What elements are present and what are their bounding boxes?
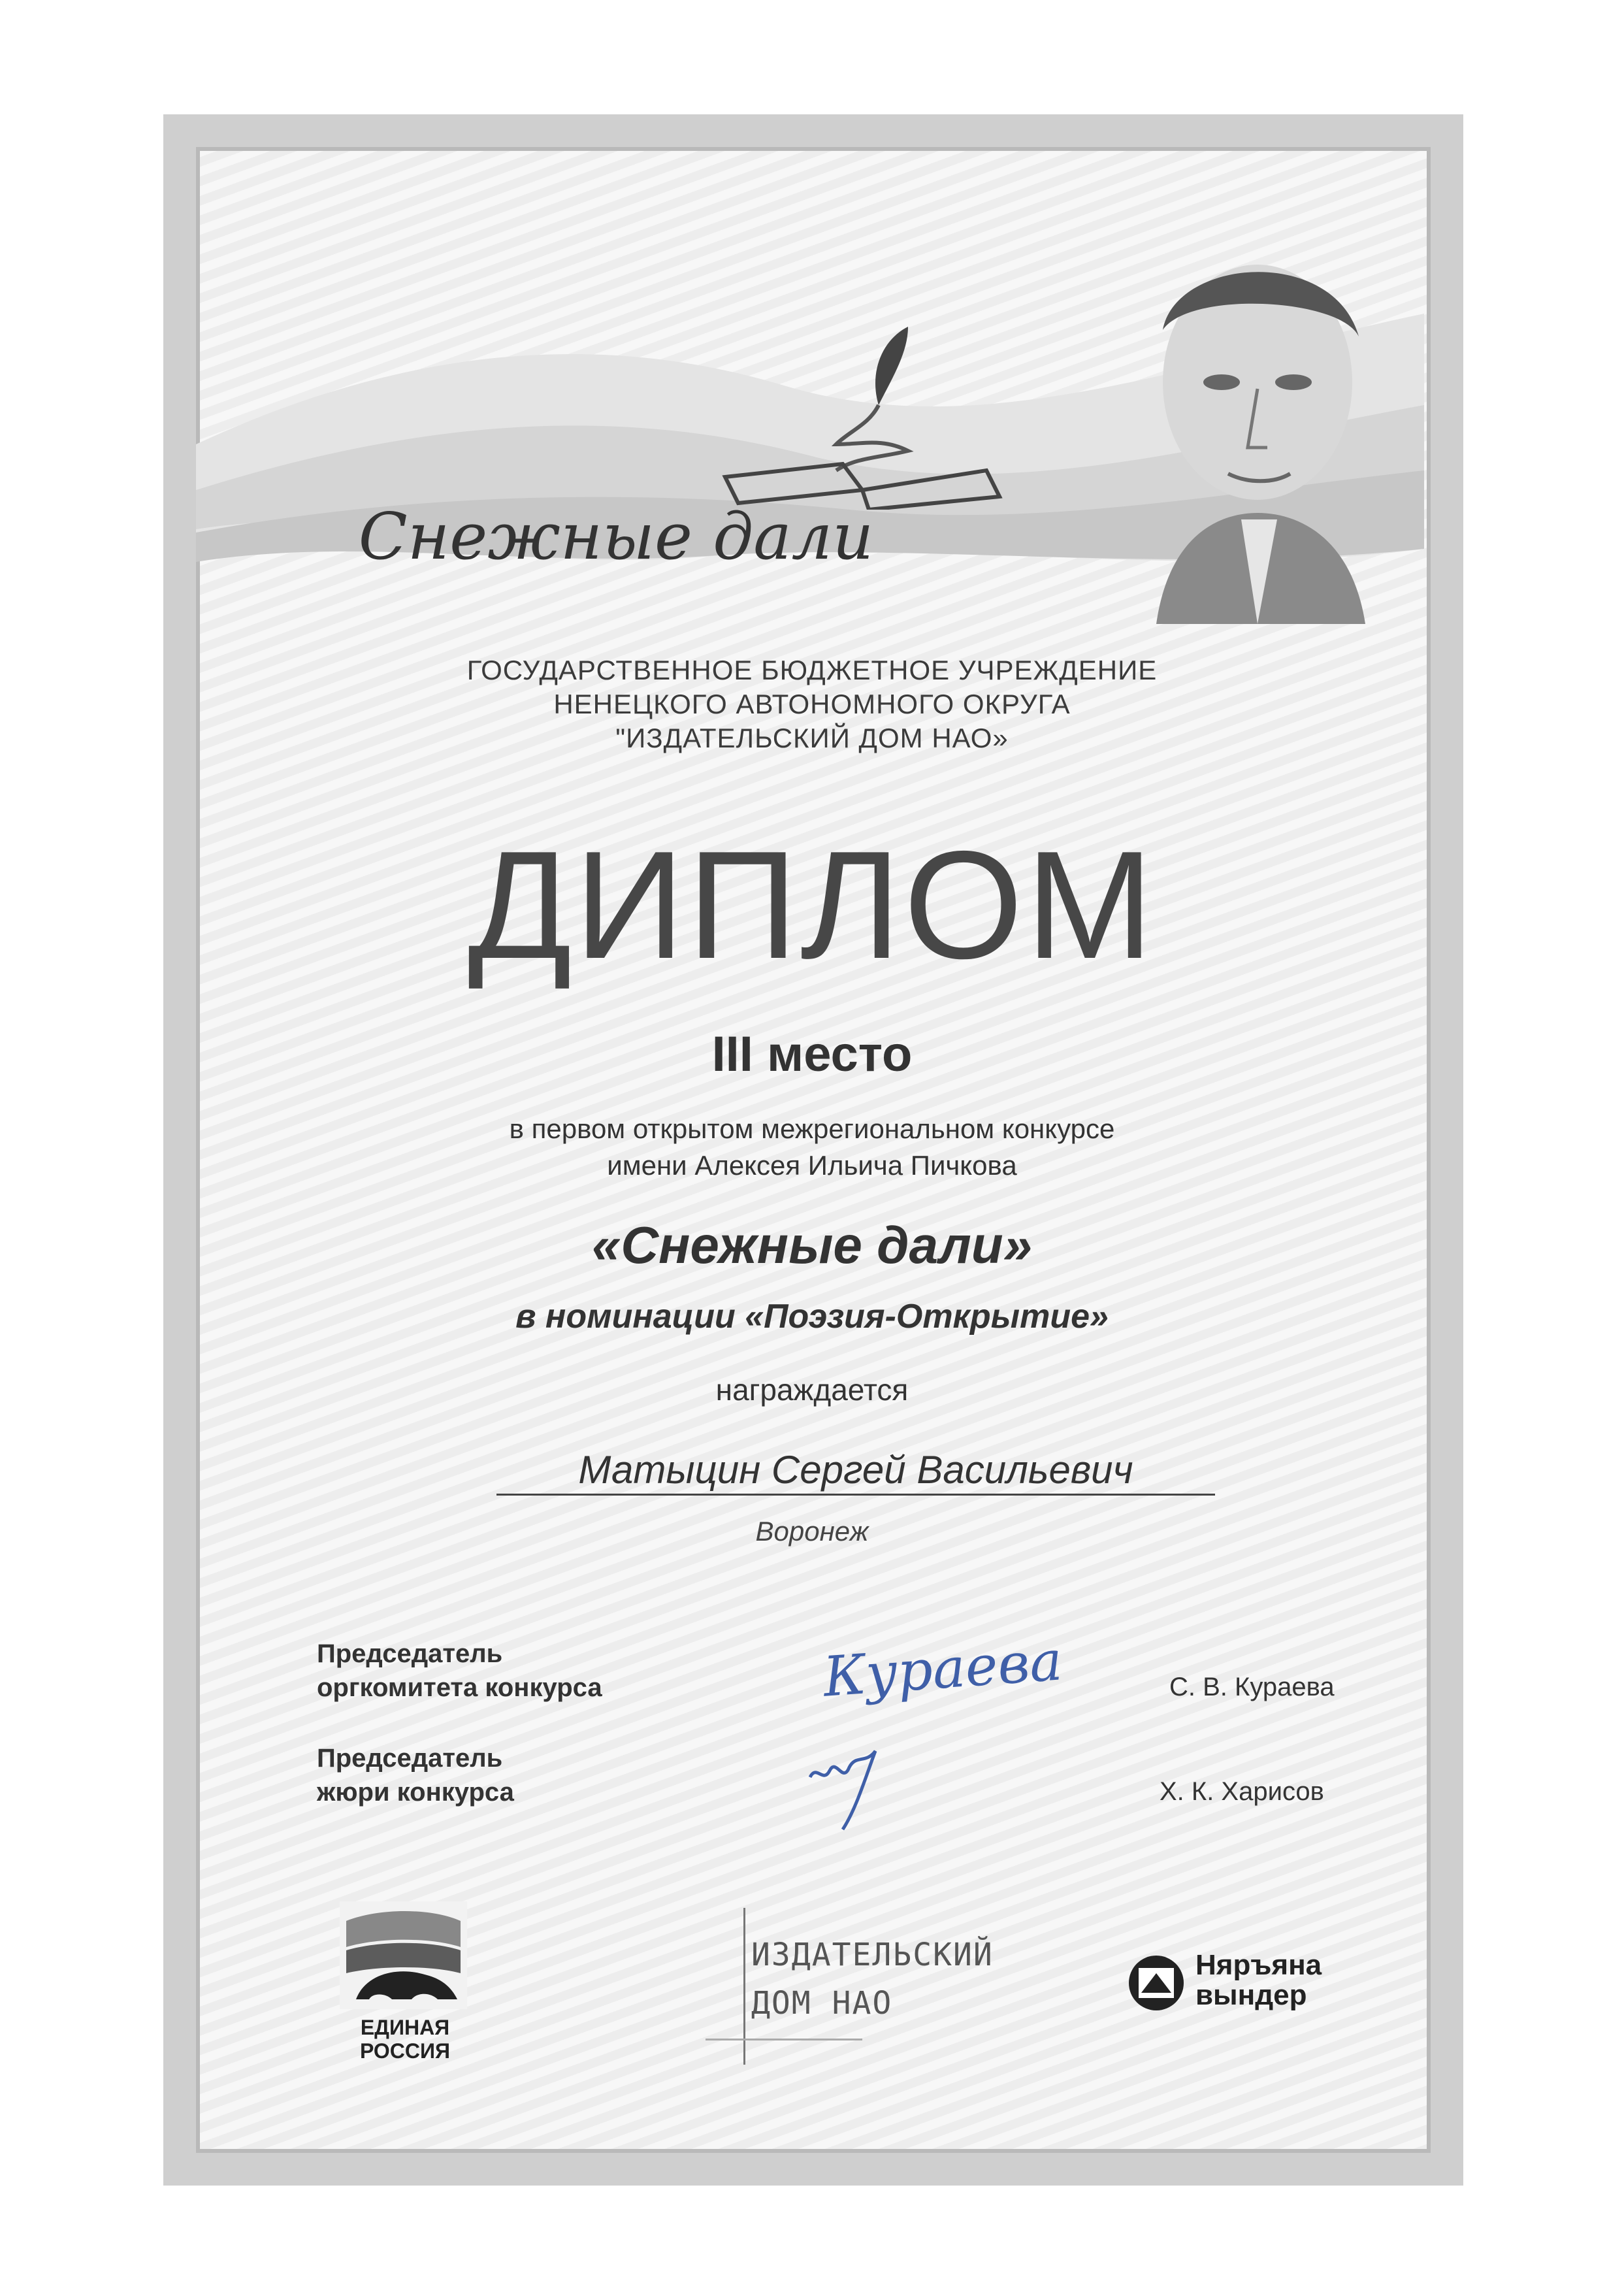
description-line-1: в первом открытом межрегиональном конкурсе — [509, 1113, 1115, 1144]
brand-script-title: Снежные дали — [358, 500, 874, 574]
nomination: в номинации «Поэзия-Открытие» — [515, 1298, 1109, 1335]
newspaper-logo-line-1: Няръяна — [1195, 1949, 1322, 1981]
author-portrait-image — [1117, 232, 1398, 624]
publisher-logo-line-1: ИЗДАТЕЛЬСКИЙ — [751, 1937, 994, 1973]
signature-2-label-line-1: Председатель — [317, 1744, 503, 1773]
signature-1-label-line-1: Председатель — [317, 1639, 503, 1668]
description-line-2: имени Алексея Ильича Пичкова — [607, 1150, 1017, 1181]
signature-1-handwriting: Кураева — [821, 1628, 1065, 1709]
diploma-title: ДИПЛОМ — [468, 819, 1156, 991]
contest-name: «Снежные дали» — [591, 1216, 1033, 1274]
awarded-label: награждается — [715, 1373, 909, 1407]
signature-2-label-line-2: жюри конкурса — [317, 1778, 514, 1807]
organization-line-1: ГОСУДАРСТВЕННОЕ БЮДЖЕТНОЕ УЧРЕЖДЕНИЕ — [466, 655, 1158, 685]
signature-1-name: С. В. Кураева — [1169, 1673, 1335, 1701]
newspaper-logo-line-2: вындер — [1195, 1979, 1307, 2011]
recipient-city: Воронеж — [755, 1516, 869, 1547]
party-name-line-1: ЕДИНАЯ — [360, 2016, 450, 2039]
publisher-logo-line — [743, 1908, 745, 2065]
organization-name — [0, 653, 1624, 755]
signature-1-label — [317, 1637, 602, 1705]
award-place: III место — [711, 1026, 913, 1082]
newspaper-logo — [1195, 1950, 1322, 2010]
publisher-logo-line-2: ДОМ НАО — [751, 1985, 893, 2022]
signature-2-name: Х. К. Харисов — [1160, 1777, 1324, 1806]
party-name-line-2: РОССИЯ — [359, 2039, 451, 2063]
united-russia-text — [327, 2016, 483, 2063]
organization-line-3: "ИЗДАТЕЛЬСКИЙ ДОМ НАО» — [615, 723, 1009, 753]
signature-1-label-line-2: оргкомитета конкурса — [317, 1673, 602, 1702]
signature-2-handwriting — [804, 1738, 901, 1836]
feather-book-icon — [712, 314, 1013, 510]
contest-description — [0, 1111, 1624, 1184]
publisher-logo-baseline — [706, 2039, 862, 2040]
organization-line-2: НЕНЕЦКОГО АВТОНОМНОГО ОКРУГА — [553, 689, 1071, 719]
signature-2-label — [317, 1741, 514, 1809]
newspaper-emblem-icon — [1127, 1954, 1186, 2012]
publisher-logo — [751, 1931, 994, 2027]
recipient-name: Матыцин Сергей Васильевич — [496, 1447, 1215, 1496]
